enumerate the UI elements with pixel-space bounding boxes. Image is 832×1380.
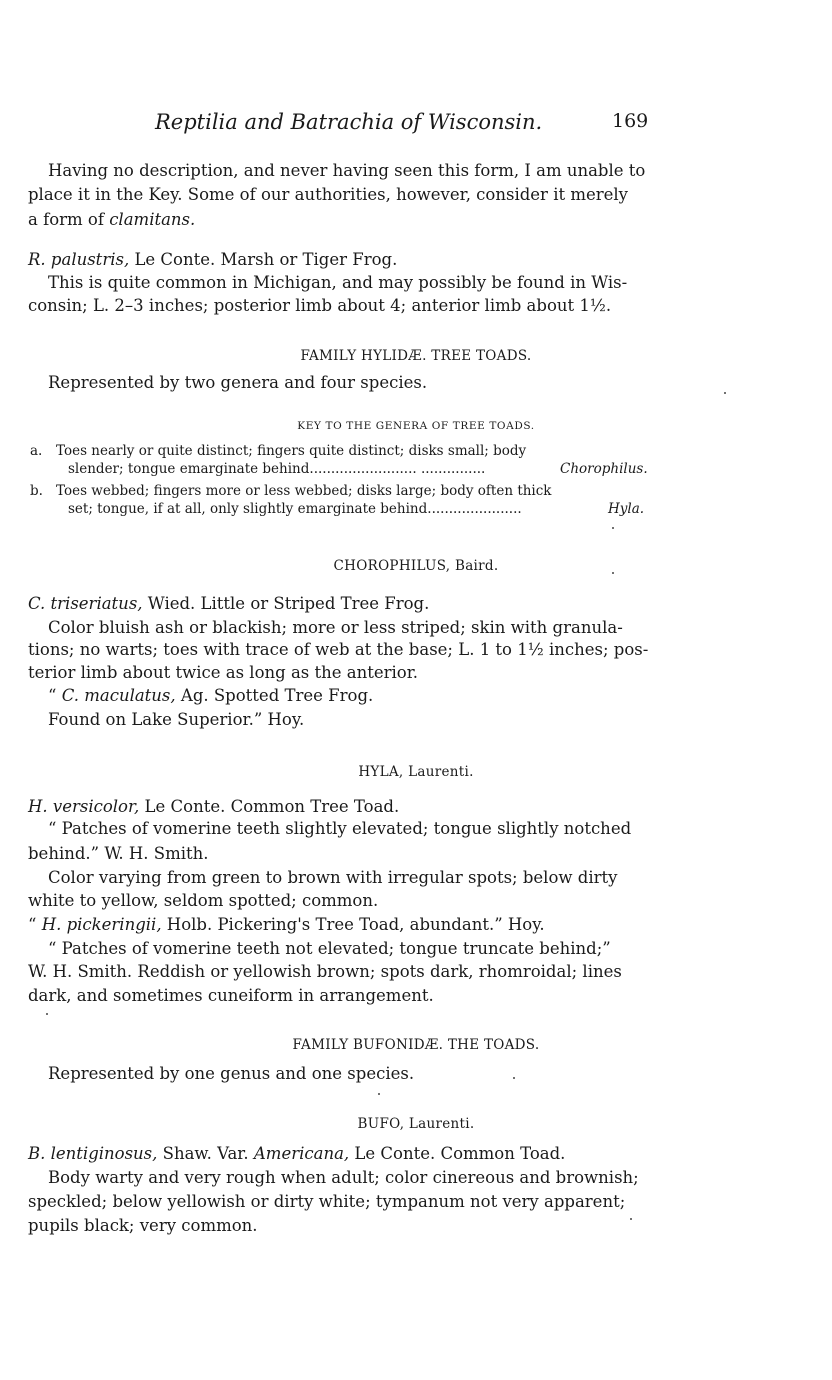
species-entry xyxy=(0,249,832,271)
species-name: B. lentiginosus, xyxy=(28,1144,158,1163)
genus-heading: CHOROPHILUS, Baird. xyxy=(333,558,499,574)
text-line: place it in the Key. Some of our authorities, however, consider it merely xyxy=(28,185,629,204)
text-line: behind.” W. H. Smith. xyxy=(28,844,209,863)
key-label-a: a. xyxy=(30,443,43,459)
text-line: Found on Lake Superior.” Hoy. xyxy=(48,710,305,729)
text-run: Wied. Little or Striped Tree Frog. xyxy=(142,594,430,613)
text-line: terior limb about twice as long as the anterior. xyxy=(28,663,419,682)
section-heading: FAMILY HYLIDÆ. TREE TOADS. xyxy=(300,348,532,364)
text-run: a form of xyxy=(28,210,110,229)
print-speck xyxy=(612,527,614,529)
text-run: Le Conte. Common Toad. xyxy=(349,1144,566,1163)
text-line xyxy=(0,209,832,231)
print-speck xyxy=(46,1013,48,1015)
species-entry xyxy=(0,796,832,818)
section-heading: FAMILY BUFONIDÆ. THE TOADS. xyxy=(292,1037,540,1053)
species-entry xyxy=(0,1143,832,1165)
text-line: speckled; below yellowish or dirty white; tympanum not very apparent; xyxy=(28,1192,626,1211)
text-line: Body warty and very rough when adult; color cinereous and brownish; xyxy=(48,1168,639,1187)
species-name: C. triseriatus, xyxy=(28,594,143,613)
key-label-b: b. xyxy=(30,483,43,499)
print-speck xyxy=(724,392,726,394)
text-line: Represented by one genus and one species. xyxy=(48,1064,415,1083)
text-line: Having no description, and never having seen this form, I am unable to xyxy=(48,161,646,180)
text-run: Ag. Spotted Tree Frog. xyxy=(175,686,374,705)
text-run: Le Conte. Common Tree Toad. xyxy=(139,797,400,816)
genus-heading: HYLA, Laurenti. xyxy=(358,764,474,780)
text-line: dark, and sometimes cuneiform in arrangement. xyxy=(28,986,434,1005)
print-speck xyxy=(378,1093,380,1095)
text-run: Shaw. Var. xyxy=(157,1144,254,1163)
text-run: “ xyxy=(28,915,42,934)
key-line: set; tongue, if at all, only slightly emarginate behind...................... xyxy=(68,501,522,517)
text-run: “ xyxy=(48,686,62,705)
text-line xyxy=(0,685,832,707)
species-name: H. pickeringii, xyxy=(41,915,162,934)
key-genus-hyla: Hyla. xyxy=(608,501,645,517)
genus-heading: BUFO, Laurenti. xyxy=(357,1116,475,1132)
text-line: tions; no warts; toes with trace of web at the base; L. 1 to 1½ inches; pos- xyxy=(28,640,649,659)
variety-name: Americana, xyxy=(253,1144,350,1163)
page-number: 169 xyxy=(612,110,649,132)
key-line: slender; tongue emarginate behind......................... ............... xyxy=(68,461,486,477)
text-line: Color bluish ash or blackish; more or less striped; skin with granula- xyxy=(48,618,623,637)
print-speck xyxy=(612,572,614,574)
text-line: Represented by two genera and four species. xyxy=(48,373,428,392)
running-header xyxy=(0,110,832,140)
key-line: Toes nearly or quite distinct; fingers quite distinct; disks small; body xyxy=(56,443,527,459)
text-run: Holb. Pickering's Tree Toad, abundant.” Hoy. xyxy=(161,915,545,934)
running-title: Reptilia and Batrachia of Wisconsin. xyxy=(155,110,543,134)
text-line: W. H. Smith. Reddish or yellowish brown; spots dark, rhomroidal; lines xyxy=(28,962,622,981)
species-name: H. versicolor, xyxy=(28,797,140,816)
key-line: Toes webbed; fingers more or less webbed; disks large; body often thick xyxy=(56,483,552,499)
species-name: R. palustris, xyxy=(28,250,130,269)
text-line: “ Patches of vomerine teeth slightly elevated; tongue slightly notched xyxy=(48,819,632,838)
print-speck xyxy=(513,1077,515,1079)
text-line: consin; L. 2–3 inches; posterior limb about 4; anterior limb about 1½. xyxy=(28,296,612,315)
key-genus-chorophilus: Chorophilus. xyxy=(560,461,648,477)
key-heading: KEY TO THE GENERA OF TREE TOADS. xyxy=(297,420,535,432)
text-line: Color varying from green to brown with irregular spots; below dirty xyxy=(48,868,618,887)
text-line: This is quite common in Michigan, and may possibly be found in Wis- xyxy=(48,273,628,292)
species-name: clamitans. xyxy=(109,210,196,229)
text-line: “ Patches of vomerine teeth not elevated; tongue truncate behind;” xyxy=(48,939,611,958)
text-line: pupils black; very common. xyxy=(28,1216,258,1235)
print-speck xyxy=(630,1218,632,1220)
text-line: white to yellow, seldom spotted; common. xyxy=(28,891,379,910)
text-line xyxy=(0,914,832,936)
species-name: C. maculatus, xyxy=(61,686,176,705)
species-entry xyxy=(0,593,832,615)
text-run: Le Conte. Marsh or Tiger Frog. xyxy=(129,250,398,269)
